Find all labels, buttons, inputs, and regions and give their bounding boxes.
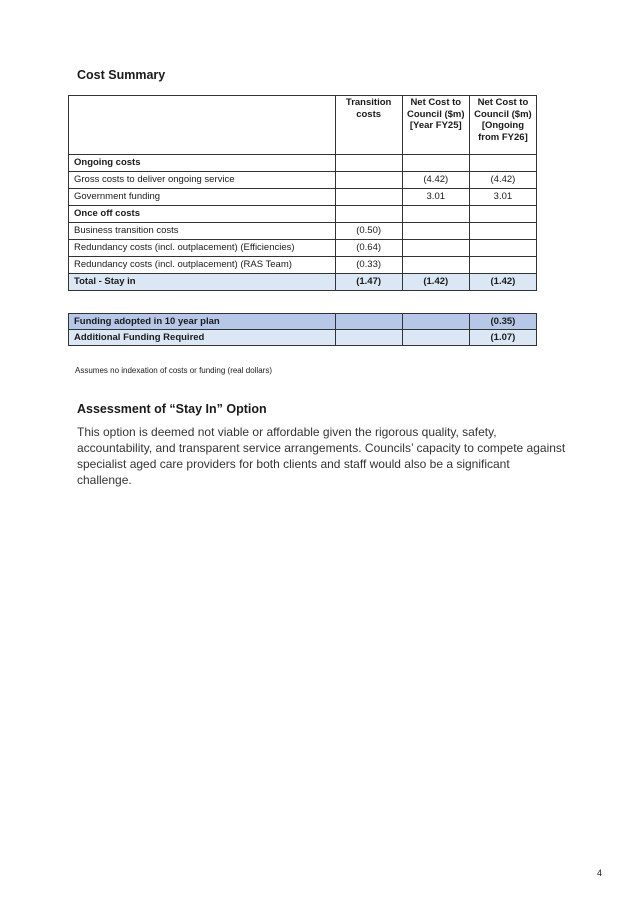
cell-fy26: [469, 155, 536, 172]
header-cell-fy25: Net Cost to Council ($m) [Year FY25]: [402, 96, 469, 155]
row-label: Gross costs to deliver ongoing service: [69, 172, 336, 189]
funding-value: (1.07): [469, 330, 536, 346]
row-label: Redundancy costs (incl. outplacement) (Efficiencies): [69, 240, 336, 257]
cost-summary-title: Cost Summary: [77, 68, 166, 82]
row-label: Business transition costs: [69, 223, 336, 240]
cell-fy25: [402, 240, 469, 257]
table-row: [69, 155, 537, 172]
cell-fy26: (1.42): [469, 274, 536, 291]
table-row: [69, 172, 537, 189]
funding-row: [69, 330, 537, 346]
table-header-row: [69, 96, 537, 155]
total-row: [69, 274, 537, 291]
cell-fy25: [402, 206, 469, 223]
funding-table: [68, 313, 537, 346]
row-label: Redundancy costs (incl. outplacement) (RAS Team): [69, 257, 336, 274]
cell-transition: (1.47): [335, 274, 402, 291]
header-cell-label: [69, 96, 336, 155]
cell-fy25: (4.42): [402, 172, 469, 189]
cell-transition: [335, 155, 402, 172]
funding-empty-cell: [335, 314, 402, 330]
funding-empty-cell: [335, 330, 402, 346]
cell-fy25: [402, 257, 469, 274]
header-cell-transition: Transition costs: [335, 96, 402, 155]
cell-fy25: [402, 155, 469, 172]
cell-transition: [335, 172, 402, 189]
row-label: Total - Stay in: [69, 274, 336, 291]
row-label: Ongoing costs: [69, 155, 336, 172]
cell-transition: (0.50): [335, 223, 402, 240]
assessment-title: Assessment of “Stay In” Option: [77, 402, 267, 416]
row-label: Once off costs: [69, 206, 336, 223]
cell-fy26: [469, 240, 536, 257]
row-label: Government funding: [69, 189, 336, 206]
cell-transition: (0.64): [335, 240, 402, 257]
cell-fy26: [469, 223, 536, 240]
funding-empty-cell: [402, 314, 469, 330]
cell-transition: (0.33): [335, 257, 402, 274]
cost-summary-table: [68, 95, 537, 291]
page-number: 4: [597, 868, 603, 878]
cell-fy26: 3.01: [469, 189, 536, 206]
cell-transition: [335, 206, 402, 223]
table-footnote: Assumes no indexation of costs or funding (real dollars): [75, 366, 272, 375]
table-row: [69, 223, 537, 240]
cell-fy25: 3.01: [402, 189, 469, 206]
funding-row: [69, 314, 537, 330]
table-row: [69, 257, 537, 274]
funding-value: (0.35): [469, 314, 536, 330]
cell-fy26: (4.42): [469, 172, 536, 189]
cell-fy25: (1.42): [402, 274, 469, 291]
cell-fy25: [402, 223, 469, 240]
table-row: [69, 189, 537, 206]
funding-empty-cell: [402, 330, 469, 346]
cell-fy26: [469, 257, 536, 274]
cell-fy26: [469, 206, 536, 223]
funding-label: Funding adopted in 10 year plan: [69, 314, 336, 330]
table-row: [69, 206, 537, 223]
funding-label: Additional Funding Required: [69, 330, 336, 346]
assessment-body: This option is deemed not viable or affordable given the rigorous quality, safety, accountability, and transparent service arrangements. Councils’ capacity to compete against specialist aged care providers for both clients and staff would also be a significant challenge.: [77, 425, 566, 487]
header-cell-fy26: Net Cost to Council ($m) [Ongoing from FY26]: [469, 96, 536, 155]
table-row: [69, 240, 537, 257]
cell-transition: [335, 189, 402, 206]
